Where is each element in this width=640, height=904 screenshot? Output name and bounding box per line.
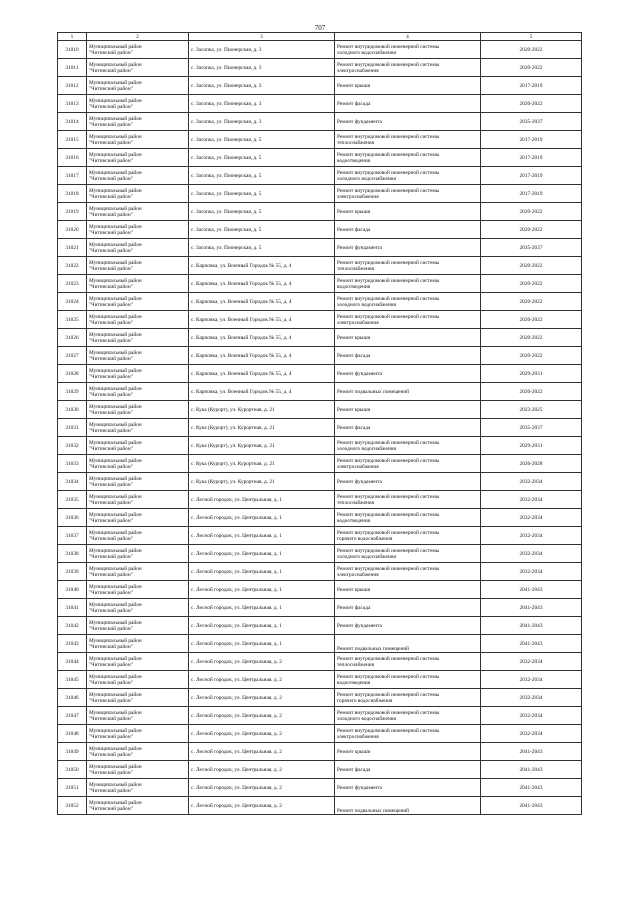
row-number: 31042: [58, 617, 87, 635]
municipality-cell: Муниципальный район "Читинский район": [87, 203, 189, 221]
row-number: 31032: [58, 437, 87, 455]
work-type-cell: Ремонт крыши: [335, 743, 481, 761]
address-cell: с. Лесной городок, ул. Центральная, д. 1: [189, 617, 335, 635]
table-row: [58, 545, 582, 563]
work-type-cell: Ремонт крыши: [335, 203, 481, 221]
municipality-cell: Муниципальный район "Читинский район": [87, 797, 189, 815]
table-row: [58, 365, 582, 383]
address-cell: с. Лесной городок, ул. Центральная, д. 2: [189, 761, 335, 779]
municipality-cell: Муниципальный район "Читинский район": [87, 509, 189, 527]
table-row: [58, 113, 582, 131]
address-cell: с. Засопка, ул. Пионерская, д. 3: [189, 95, 335, 113]
work-type-cell: Ремонт фундамента: [335, 779, 481, 797]
municipality-cell: Муниципальный район "Читинский район": [87, 617, 189, 635]
table-row: [58, 689, 582, 707]
address-cell: с. Лесной городок, ул. Центральная, д. 2: [189, 653, 335, 671]
row-number: 31030: [58, 401, 87, 419]
work-type-cell: Ремонт фасада: [335, 419, 481, 437]
municipality-cell: Муниципальный район "Читинский район": [87, 293, 189, 311]
period-cell: 2041-2043: [481, 797, 582, 815]
work-type-cell: Ремонт крыши: [335, 329, 481, 347]
work-type-cell: Ремонт внутридомовой инженерной системы холодного водоснабжения: [335, 41, 481, 59]
table-row: [58, 761, 582, 779]
table-row: [58, 329, 582, 347]
address-cell: с. Кука (Курорт), ул. Курортная, д. 21: [189, 455, 335, 473]
row-number: 31051: [58, 779, 87, 797]
address-cell: с. Засопка, ул. Пионерская, д. 3: [189, 113, 335, 131]
municipality-cell: Муниципальный район "Читинский район": [87, 221, 189, 239]
row-number: 31024: [58, 293, 87, 311]
table-row: [58, 491, 582, 509]
row-number: 31028: [58, 365, 87, 383]
work-type-cell: Ремонт фасада: [335, 347, 481, 365]
municipality-cell: Муниципальный район "Читинский район": [87, 131, 189, 149]
period-cell: 2041-2043: [481, 779, 582, 797]
row-number: 31033: [58, 455, 87, 473]
column-header-2: 2: [87, 33, 189, 41]
row-number: 31031: [58, 419, 87, 437]
table-row: [58, 77, 582, 95]
table-row: [58, 149, 582, 167]
work-type-cell: Ремонт подвальных помещений: [335, 635, 481, 653]
work-type-cell: Ремонт внутридомовой инженерной системы холодного водоснабжения: [335, 437, 481, 455]
column-header-1: 1: [58, 33, 87, 41]
municipality-cell: Муниципальный район "Читинский район": [87, 239, 189, 257]
period-cell: 2023-2025: [481, 401, 582, 419]
address-cell: с. Карповка, ул. Военный Городок № 55, д. 4: [189, 311, 335, 329]
table-row: [58, 437, 582, 455]
table-row: [58, 221, 582, 239]
address-cell: с. Лесной городок, ул. Центральная, д. 1: [189, 509, 335, 527]
period-cell: 2035-2037: [481, 239, 582, 257]
period-cell: 2041-2043: [481, 599, 582, 617]
address-cell: с. Кука (Курорт), ул. Курортная, д. 21: [189, 419, 335, 437]
work-type-cell: Ремонт фундамента: [335, 113, 481, 131]
address-cell: с. Карповка, ул. Военный Городок № 55, д. 4: [189, 293, 335, 311]
municipality-cell: Муниципальный район "Читинский район": [87, 563, 189, 581]
row-number: 31011: [58, 59, 87, 77]
row-number: 31010: [58, 41, 87, 59]
table-row: [58, 671, 582, 689]
row-number: 31046: [58, 689, 87, 707]
work-type-cell: Ремонт внутридомовой инженерной системы теплоснабжения: [335, 653, 481, 671]
table-row: [58, 599, 582, 617]
address-cell: с. Карповка, ул. Военный Городок № 55, д. 4: [189, 257, 335, 275]
municipality-cell: Муниципальный район "Читинский район": [87, 95, 189, 113]
work-type-cell: Ремонт внутридомовой инженерной системы теплоснабжения: [335, 257, 481, 275]
address-cell: с. Лесной городок, ул. Центральная, д. 2: [189, 689, 335, 707]
address-cell: с. Кука (Курорт), ул. Курортная, д. 21: [189, 401, 335, 419]
period-cell: 2041-2043: [481, 617, 582, 635]
table-row: [58, 347, 582, 365]
address-cell: с. Засопка, ул. Пионерская, д. 5: [189, 185, 335, 203]
table-row: [58, 383, 582, 401]
municipality-cell: Муниципальный район "Читинский район": [87, 455, 189, 473]
table-row: [58, 167, 582, 185]
table-header-row: [58, 33, 582, 41]
column-header-4: 4: [335, 33, 481, 41]
address-cell: с. Лесной городок, ул. Центральная, д. 2: [189, 743, 335, 761]
table-row: [58, 797, 582, 815]
work-type-cell: Ремонт внутридомовой инженерной системы горячего водоснабжения: [335, 527, 481, 545]
row-number: 31034: [58, 473, 87, 491]
municipality-cell: Муниципальный район "Читинский район": [87, 491, 189, 509]
municipality-cell: Муниципальный район "Читинский район": [87, 311, 189, 329]
row-number: 31021: [58, 239, 87, 257]
period-cell: 2017-2019: [481, 185, 582, 203]
address-cell: с. Засопка, ул. Пионерская, д. 3: [189, 41, 335, 59]
table-row: [58, 203, 582, 221]
work-type-cell: Ремонт внутридомовой инженерной системы водоотведения: [335, 149, 481, 167]
address-cell: с. Засопка, ул. Пионерская, д. 5: [189, 203, 335, 221]
table-body: [58, 41, 582, 815]
address-cell: с. Засопка, ул. Пионерская, д. 5: [189, 149, 335, 167]
row-number: 31038: [58, 545, 87, 563]
period-cell: 2017-2019: [481, 131, 582, 149]
municipality-cell: Муниципальный район "Читинский район": [87, 149, 189, 167]
municipality-cell: Муниципальный район "Читинский район": [87, 347, 189, 365]
row-number: 31035: [58, 491, 87, 509]
table-row: [58, 257, 582, 275]
period-cell: 2035-2037: [481, 419, 582, 437]
row-number: 31049: [58, 743, 87, 761]
table-row: [58, 131, 582, 149]
municipality-cell: Муниципальный район "Читинский район": [87, 257, 189, 275]
period-cell: 2032-2034: [481, 545, 582, 563]
municipality-cell: Муниципальный район "Читинский район": [87, 113, 189, 131]
period-cell: 2020-2022: [481, 257, 582, 275]
municipality-cell: Муниципальный район "Читинский район": [87, 329, 189, 347]
row-number: 31044: [58, 653, 87, 671]
work-type-cell: Ремонт фундамента: [335, 473, 481, 491]
work-type-cell: Ремонт внутридомовой инженерной системы электроснабжения: [335, 563, 481, 581]
work-type-cell: Ремонт фундамента: [335, 365, 481, 383]
municipality-cell: Муниципальный район "Читинский район": [87, 599, 189, 617]
table-row: [58, 239, 582, 257]
municipality-cell: Муниципальный район "Читинский район": [87, 185, 189, 203]
municipality-cell: Муниципальный район "Читинский район": [87, 437, 189, 455]
municipality-cell: Муниципальный район "Читинский район": [87, 383, 189, 401]
row-number: 31027: [58, 347, 87, 365]
row-number: 31019: [58, 203, 87, 221]
row-number: 31029: [58, 383, 87, 401]
work-type-cell: Ремонт внутридомовой инженерной системы водоотведения: [335, 509, 481, 527]
work-type-cell: Ремонт крыши: [335, 401, 481, 419]
table-row: [58, 527, 582, 545]
address-cell: с. Лесной городок, ул. Центральная, д. 1: [189, 599, 335, 617]
row-number: 31050: [58, 761, 87, 779]
work-type-cell: Ремонт подвальных помещений: [335, 383, 481, 401]
period-cell: 2020-2022: [481, 59, 582, 77]
table-row: [58, 635, 582, 653]
municipality-cell: Муниципальный район "Читинский район": [87, 77, 189, 95]
address-cell: с. Лесной городок, ул. Центральная, д. 1: [189, 491, 335, 509]
work-type-cell: Ремонт внутридомовой инженерной системы электроснабжения: [335, 725, 481, 743]
municipality-cell: Муниципальный район "Читинский район": [87, 59, 189, 77]
period-cell: 2020-2022: [481, 95, 582, 113]
table-row: [58, 509, 582, 527]
repair-schedule-table: [57, 32, 582, 815]
address-cell: с. Лесной городок, ул. Центральная, д. 2: [189, 797, 335, 815]
municipality-cell: Муниципальный район "Читинский район": [87, 581, 189, 599]
period-cell: 2020-2022: [481, 221, 582, 239]
municipality-cell: Муниципальный район "Читинский район": [87, 761, 189, 779]
address-cell: с. Лесной городок, ул. Центральная, д. 1: [189, 545, 335, 563]
work-type-cell: Ремонт внутридомовой инженерной системы горячего водоснабжения: [335, 689, 481, 707]
municipality-cell: Муниципальный район "Читинский район": [87, 167, 189, 185]
address-cell: с. Лесной городок, ул. Центральная, д. 1: [189, 563, 335, 581]
work-type-cell: Ремонт фасада: [335, 221, 481, 239]
row-number: 31040: [58, 581, 87, 599]
municipality-cell: Муниципальный район "Читинский район": [87, 743, 189, 761]
address-cell: с. Лесной городок, ул. Центральная, д. 1: [189, 527, 335, 545]
row-number: 31047: [58, 707, 87, 725]
column-header-5: 5: [481, 33, 582, 41]
municipality-cell: Муниципальный район "Читинский район": [87, 401, 189, 419]
table-row: [58, 311, 582, 329]
work-type-cell: Ремонт внутридомовой инженерной системы водоотведения: [335, 671, 481, 689]
row-number: 31037: [58, 527, 87, 545]
work-type-cell: Ремонт внутридомовой инженерной системы электроснабжения: [335, 455, 481, 473]
period-cell: 2032-2034: [481, 689, 582, 707]
address-cell: с. Лесной городок, ул. Центральная, д. 2: [189, 671, 335, 689]
table-row: [58, 275, 582, 293]
work-type-cell: Ремонт внутридомовой инженерной системы холодного водоснабжения: [335, 293, 481, 311]
work-type-cell: Ремонт фасада: [335, 95, 481, 113]
municipality-cell: Муниципальный район "Читинский район": [87, 779, 189, 797]
municipality-cell: Муниципальный район "Читинский район": [87, 653, 189, 671]
municipality-cell: Муниципальный район "Читинский район": [87, 527, 189, 545]
address-cell: с. Засопка, ул. Пионерская, д. 5: [189, 239, 335, 257]
row-number: 31045: [58, 671, 87, 689]
municipality-cell: Муниципальный район "Читинский район": [87, 275, 189, 293]
table-row: [58, 401, 582, 419]
address-cell: с. Карповка, ул. Военный Городок № 55, д. 4: [189, 347, 335, 365]
municipality-cell: Муниципальный район "Читинский район": [87, 365, 189, 383]
work-type-cell: Ремонт внутридомовой инженерной системы электроснабжения: [335, 59, 481, 77]
address-cell: с. Карповка, ул. Военный Городок № 55, д. 4: [189, 329, 335, 347]
row-number: 31026: [58, 329, 87, 347]
work-type-cell: Ремонт фундамента: [335, 617, 481, 635]
table-row: [58, 455, 582, 473]
period-cell: 2032-2034: [481, 509, 582, 527]
row-number: 31016: [58, 149, 87, 167]
period-cell: 2041-2043: [481, 743, 582, 761]
table-row: [58, 293, 582, 311]
column-header-3: 3: [189, 33, 335, 41]
table-row: [58, 95, 582, 113]
table-row: [58, 41, 582, 59]
row-number: 31018: [58, 185, 87, 203]
period-cell: 2032-2034: [481, 527, 582, 545]
row-number: 31043: [58, 635, 87, 653]
table-row: [58, 617, 582, 635]
work-type-cell: Ремонт подвальных помещений: [335, 797, 481, 815]
period-cell: 2041-2043: [481, 761, 582, 779]
address-cell: с. Карповка, ул. Военный Городок № 55, д. 4: [189, 275, 335, 293]
period-cell: 2020-2022: [481, 347, 582, 365]
row-number: 31025: [58, 311, 87, 329]
row-number: 31052: [58, 797, 87, 815]
work-type-cell: Ремонт внутридомовой инженерной системы холодного водоснабжения: [335, 167, 481, 185]
address-cell: с. Кука (Курорт), ул. Курортная, д. 21: [189, 437, 335, 455]
row-number: 31020: [58, 221, 87, 239]
address-cell: с. Лесной городок, ул. Центральная, д. 1: [189, 635, 335, 653]
municipality-cell: Муниципальный район "Читинский район": [87, 41, 189, 59]
address-cell: с. Кука (Курорт), ул. Курортная, д. 21: [189, 473, 335, 491]
work-type-cell: Ремонт внутридомовой инженерной системы электроснабжения: [335, 185, 481, 203]
municipality-cell: Муниципальный район "Читинский район": [87, 671, 189, 689]
address-cell: с. Засопка, ул. Пионерская, д. 5: [189, 221, 335, 239]
work-type-cell: Ремонт внутридомовой инженерной системы водоотведения: [335, 275, 481, 293]
period-cell: 2041-2043: [481, 581, 582, 599]
table-row: [58, 725, 582, 743]
table-row: [58, 185, 582, 203]
period-cell: 2035-2037: [481, 113, 582, 131]
table-row: [58, 707, 582, 725]
period-cell: 2020-2022: [481, 311, 582, 329]
period-cell: 2020-2022: [481, 293, 582, 311]
municipality-cell: Муниципальный район "Читинский район": [87, 635, 189, 653]
page-number: 707: [314, 24, 326, 32]
period-cell: 2020-2022: [481, 41, 582, 59]
municipality-cell: Муниципальный район "Читинский район": [87, 545, 189, 563]
row-number: 31017: [58, 167, 87, 185]
table-row: [58, 563, 582, 581]
row-number: 31036: [58, 509, 87, 527]
row-number: 31013: [58, 95, 87, 113]
work-type-cell: Ремонт крыши: [335, 581, 481, 599]
period-cell: 2032-2034: [481, 653, 582, 671]
address-cell: с. Засопка, ул. Пионерская, д. 5: [189, 167, 335, 185]
period-cell: 2017-2019: [481, 167, 582, 185]
period-cell: 2020-2022: [481, 383, 582, 401]
period-cell: 2029-2031: [481, 365, 582, 383]
period-cell: 2020-2022: [481, 275, 582, 293]
period-cell: 2032-2034: [481, 491, 582, 509]
period-cell: 2029-2031: [481, 437, 582, 455]
row-number: 31014: [58, 113, 87, 131]
period-cell: 2041-2043: [481, 635, 582, 653]
municipality-cell: Муниципальный район "Читинский район": [87, 473, 189, 491]
row-number: 31015: [58, 131, 87, 149]
period-cell: 2032-2034: [481, 725, 582, 743]
row-number: 31022: [58, 257, 87, 275]
address-cell: с. Засопка, ул. Пионерская, д. 5: [189, 131, 335, 149]
work-type-cell: Ремонт крыши: [335, 77, 481, 95]
period-cell: 2032-2034: [481, 473, 582, 491]
row-number: 31041: [58, 599, 87, 617]
period-cell: 2017-2019: [481, 77, 582, 95]
address-cell: с. Лесной городок, ул. Центральная, д. 1: [189, 581, 335, 599]
table-row: [58, 419, 582, 437]
period-cell: 2032-2034: [481, 707, 582, 725]
work-type-cell: Ремонт внутридомовой инженерной системы электроснабжения: [335, 311, 481, 329]
work-type-cell: Ремонт внутридомовой инженерной системы холодного водоснабжения: [335, 545, 481, 563]
work-type-cell: Ремонт внутридомовой инженерной системы холодного водоснабжения: [335, 707, 481, 725]
period-cell: 2032-2034: [481, 563, 582, 581]
row-number: 31039: [58, 563, 87, 581]
address-cell: с. Карповка, ул. Военный Городок № 55, д. 4: [189, 383, 335, 401]
row-number: 31012: [58, 77, 87, 95]
address-cell: с. Засопка, ул. Пионерская, д. 3: [189, 59, 335, 77]
work-type-cell: Ремонт фасада: [335, 761, 481, 779]
table-row: [58, 59, 582, 77]
address-cell: с. Лесной городок, ул. Центральная, д. 2: [189, 707, 335, 725]
period-cell: 2020-2022: [481, 203, 582, 221]
address-cell: с. Засопка, ул. Пионерская, д. 3: [189, 77, 335, 95]
address-cell: с. Лесной городок, ул. Центральная, д. 2: [189, 725, 335, 743]
period-cell: 2020-2022: [481, 329, 582, 347]
table-row: [58, 581, 582, 599]
address-cell: с. Карповка, ул. Военный Городок № 55, д. 4: [189, 365, 335, 383]
row-number: 31048: [58, 725, 87, 743]
address-cell: с. Лесной городок, ул. Центральная, д. 2: [189, 779, 335, 797]
row-number: 31023: [58, 275, 87, 293]
municipality-cell: Муниципальный район "Читинский район": [87, 725, 189, 743]
table-row: [58, 779, 582, 797]
work-type-cell: Ремонт внутридомовой инженерной системы теплоснабжения: [335, 131, 481, 149]
work-type-cell: Ремонт внутридомовой инженерной системы теплоснабжения: [335, 491, 481, 509]
municipality-cell: Муниципальный район "Читинский район": [87, 419, 189, 437]
table-row: [58, 473, 582, 491]
municipality-cell: Муниципальный район "Читинский район": [87, 689, 189, 707]
work-type-cell: Ремонт фундамента: [335, 239, 481, 257]
period-cell: 2026-2028: [481, 455, 582, 473]
table-row: [58, 653, 582, 671]
municipality-cell: Муниципальный район "Читинский район": [87, 707, 189, 725]
period-cell: 2032-2034: [481, 671, 582, 689]
table-row: [58, 743, 582, 761]
work-type-cell: Ремонт фасада: [335, 599, 481, 617]
period-cell: 2017-2019: [481, 149, 582, 167]
